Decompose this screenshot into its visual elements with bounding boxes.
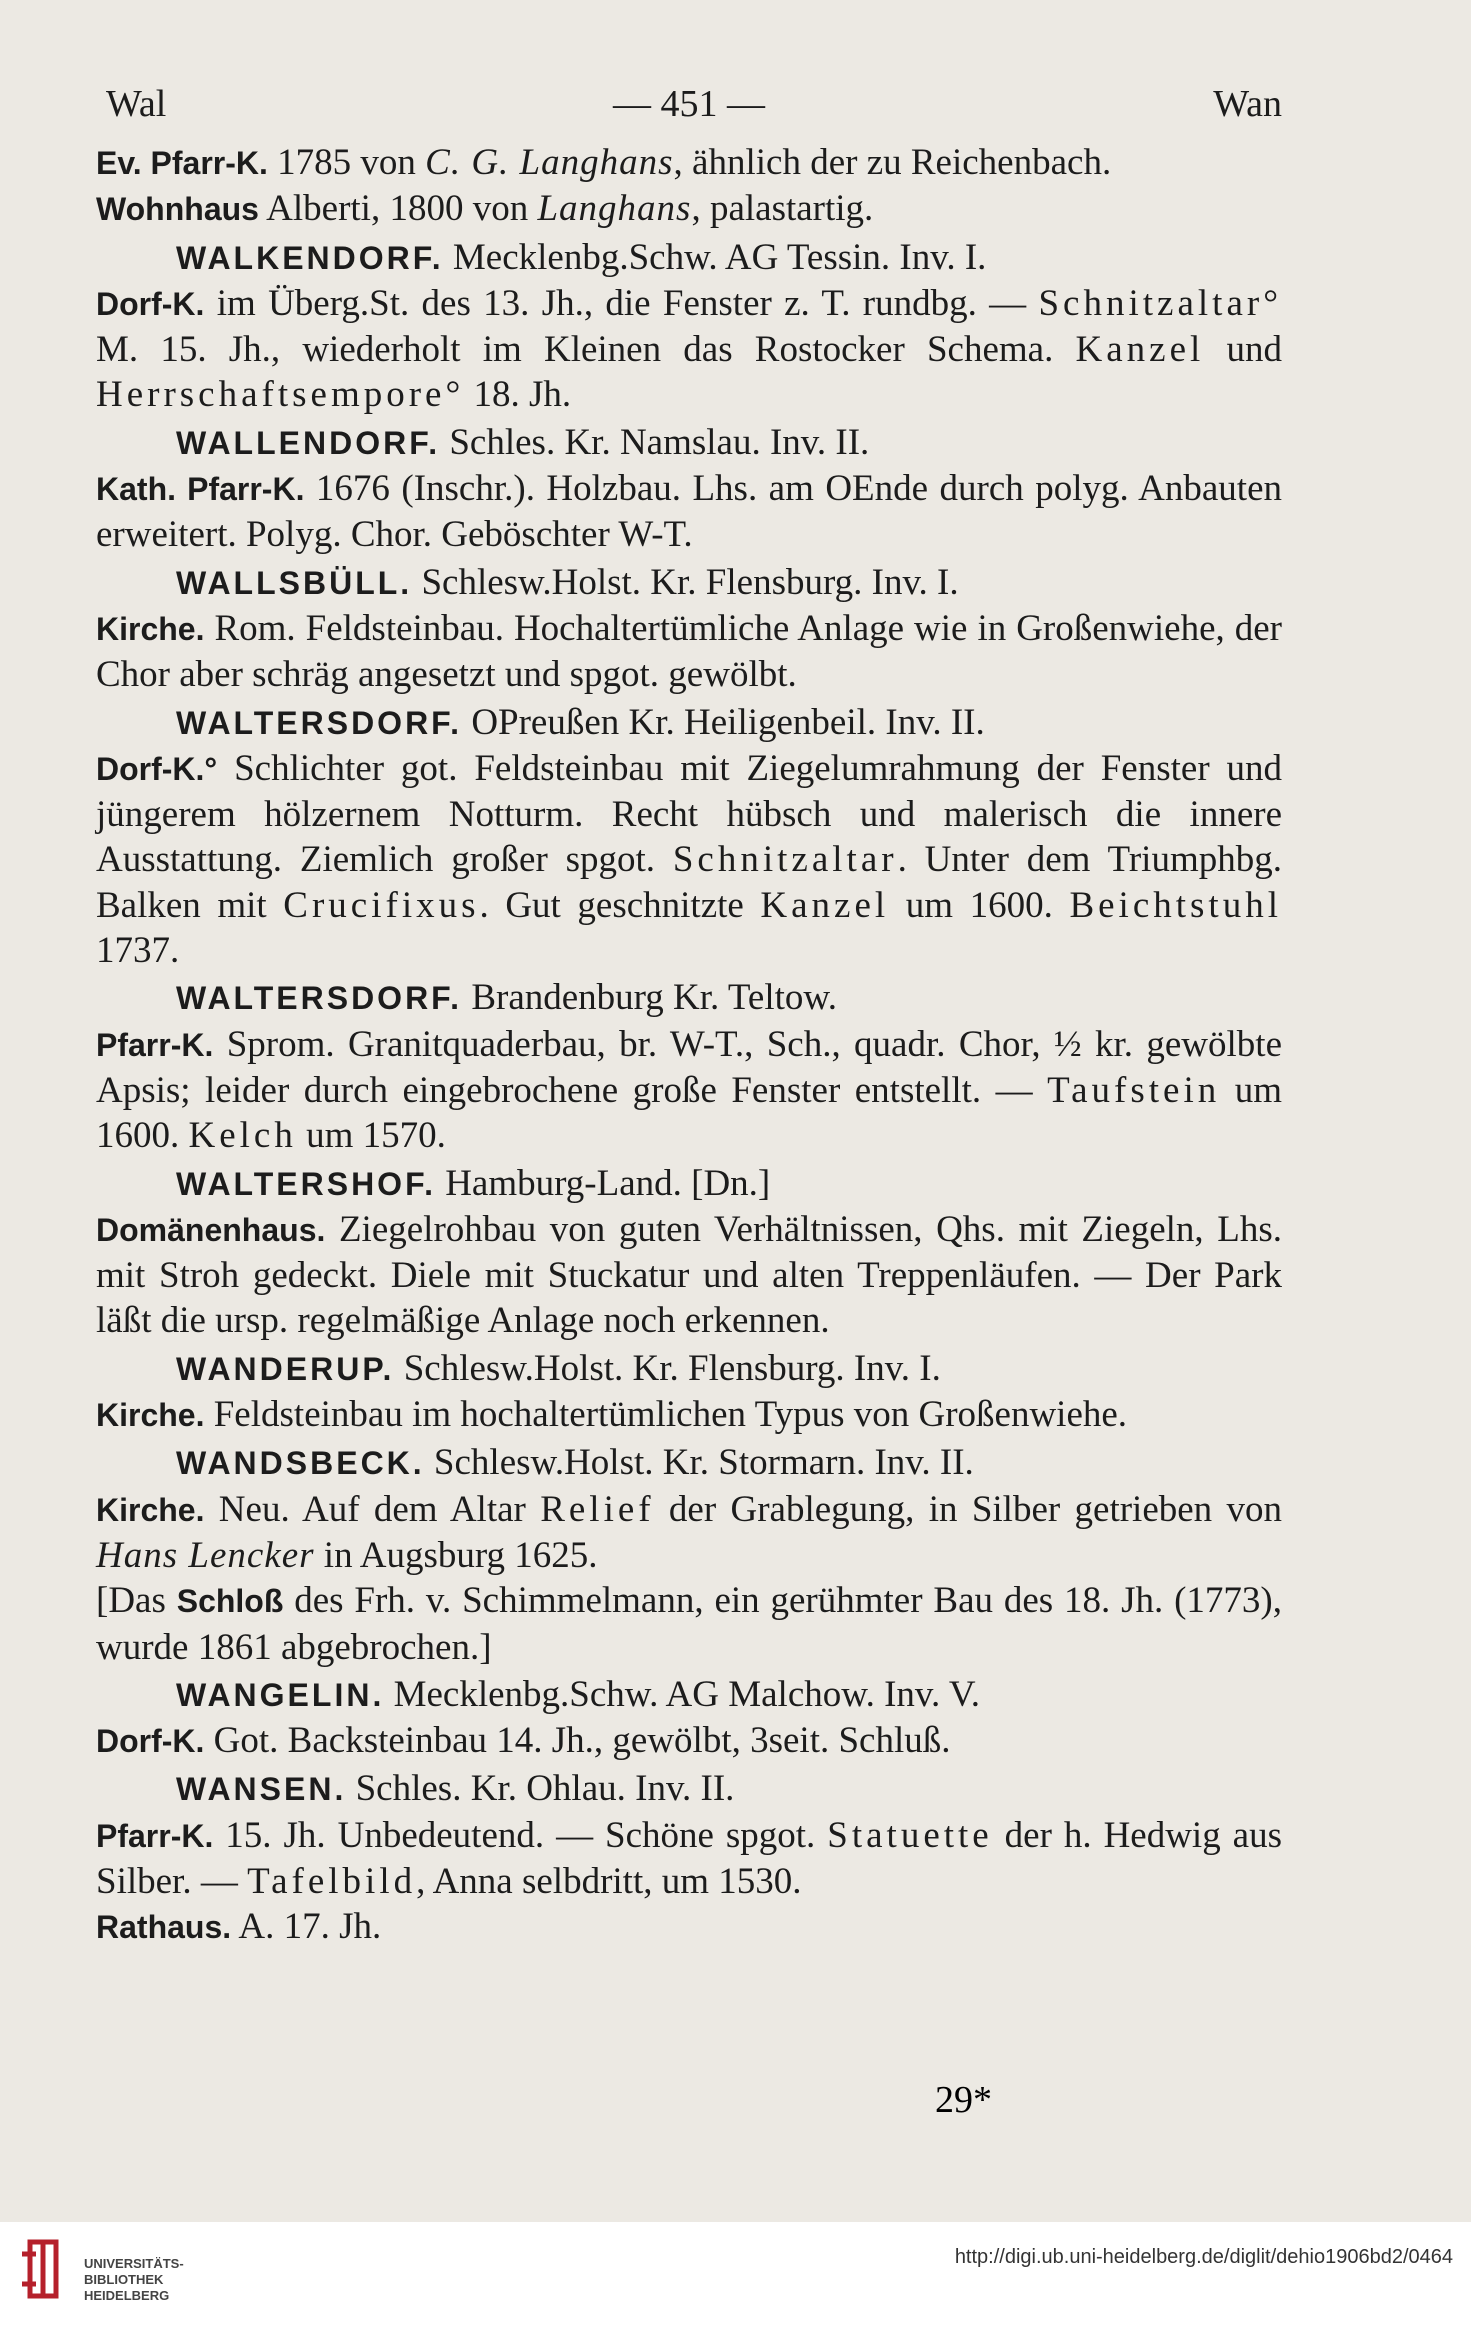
entry-paragraph (96, 746, 1282, 973)
entry-text: M. 15. Jh., wiederholt im Kleinen das Rostocker Schema. (96, 329, 1076, 371)
entry-text: Ziegelrohbau von guten Verhältnissen, Qhs. mit Ziegeln, Lhs. mit Stroh gedeckt. Diele mit Stuckatur und alten Treppenläufen. — Der Park läßt die ursp. regelmäßige Anlage noch erkennen. (96, 1208, 1282, 1342)
place-name: WANDSBECK. (176, 1445, 425, 1482)
signature-mark: 29* (935, 2079, 992, 2121)
entry-text: um 1600. (96, 1069, 1283, 1157)
entry-text: , ähnlich der zu Reichenbach. (673, 142, 1112, 183)
place-heading (96, 1672, 1282, 1718)
entry-text: 1737. (96, 930, 180, 972)
entry-text: Sprom. Granitquaderbau, br. W-T., Sch., quadr. Chor, ½ kr. gewölbte Apsis; leider durch eingebrochene große Fenster entstellt. — (96, 1023, 1282, 1111)
entry-text: , palastartig. (691, 188, 874, 230)
entry-keyword: Kirche. (96, 1491, 205, 1528)
object-term: Kanzel (760, 884, 890, 926)
entry-keyword: Kirche. (96, 1397, 205, 1434)
object-term: Schnitzaltar (672, 839, 898, 881)
place-details: Hamburg-Land. [Dn.] (435, 1162, 771, 1204)
place-name: WALLENDORF. (176, 424, 441, 461)
place-name: WANDERUP. (176, 1350, 395, 1387)
entry-text: . Unter dem Triumphbg. Balken mit (96, 839, 1282, 926)
place-details: Brandenburg Kr. Teltow. (462, 977, 837, 1019)
place-details: Schlesw.Holst. Kr. Stormarn. Inv. II. (424, 1442, 974, 1484)
place-heading (96, 560, 1282, 606)
place-name: WALTERSDORF. (176, 980, 463, 1017)
place-heading (96, 1346, 1282, 1392)
artist-name: Langhans (537, 188, 692, 230)
entry-paragraph (96, 1904, 1282, 1950)
entry-text: der Grablegung, in Silber getrieben von (654, 1488, 1283, 1530)
place-heading (96, 1161, 1282, 1207)
object-term: Schnitzaltar° (1038, 282, 1282, 324)
entry-text: Got. Backsteinbau 14. Jh., gewölbt, 3seit. Schluß. (204, 1720, 951, 1762)
entry-paragraph (96, 140, 1282, 186)
entry-text: Neu. Auf dem Altar (204, 1488, 541, 1530)
page-number: — 451 — (613, 83, 765, 125)
object-term: Kanzel (1075, 329, 1205, 371)
entry-text: . Gut geschnitzte (479, 884, 761, 926)
viewer-footer (0, 2222, 1471, 2329)
artist-name: Hans Lencker (96, 1534, 315, 1576)
entry-text: in Augsburg 1625. (314, 1534, 598, 1576)
entry-paragraph (96, 186, 1282, 232)
place-heading (96, 1766, 1282, 1812)
entry-keyword: Kirche. (96, 610, 205, 647)
header-left: Wal (106, 83, 167, 125)
place-details: Mecklenbg.Schw. AG Malchow. Inv. V. (384, 1673, 981, 1715)
source-url[interactable]: http://digi.ub.uni-heidelberg.de/diglit/dehio1906bd2/0464 (954, 2246, 1453, 2268)
header-right: Wan (1213, 83, 1282, 125)
place-details: Schles. Kr. Namslau. Inv. II. (440, 421, 870, 463)
place-details: Schles. Kr. Ohlau. Inv. II. (346, 1768, 735, 1810)
object-term: Beichtstuhl (1069, 884, 1282, 926)
library-name (84, 2256, 184, 2304)
place-name: WALKENDORF. (176, 239, 444, 276)
entry-text: im Überg.St. des 13. Jh., die Fenster z. T. rundbg. — (204, 282, 1039, 324)
place-heading (96, 1440, 1282, 1486)
entry-paragraph (96, 1207, 1282, 1344)
entry-text: um 1600. (889, 884, 1070, 926)
entry-keyword: Pfarr-K. (96, 1026, 214, 1063)
place-details: OPreußen Kr. Heiligenbeil. Inv. II. (462, 701, 985, 743)
entry-text: [Das (96, 1580, 177, 1622)
object-term: Crucifixus (283, 884, 480, 926)
place-heading (96, 235, 1282, 281)
entry-paragraph (96, 281, 1282, 418)
entry-paragraph (96, 1022, 1282, 1159)
library-logo-icon (16, 2234, 72, 2304)
artist-name: C. G. Langhans (425, 142, 674, 183)
entry-text: , Anna selbdritt, um 1530. (416, 1860, 802, 1902)
page-body (96, 140, 1282, 1951)
place-name: WALTERSDORF. (176, 704, 463, 741)
entry-text: Feldsteinbau im hochaltertümlichen Typus von Großenwiehe. (204, 1394, 1128, 1436)
entry-paragraph (96, 1718, 1282, 1764)
place-heading (96, 420, 1282, 466)
place-name: WALLSBÜLL. (176, 564, 413, 601)
entry-text: Schlichter got. Feldsteinbau mit Ziegelumrahmung der Fenster und jüngerem hölzernem Notturm. Recht hübsch und malerisch die innere Ausstattung. Ziemlich großer spgot. (96, 747, 1282, 881)
entry-text: 18. Jh. (464, 374, 572, 416)
place-details: Mecklenbg.Schw. AG Tessin. Inv. I. (443, 236, 987, 278)
object-term: Herrschaftsempore° (96, 374, 465, 416)
entry-keyword: Domänenhaus. (96, 1211, 326, 1248)
object-term: Taufstein (1047, 1069, 1221, 1111)
entry-text: des Frh. v. Schimmelmann, ein gerühmter Bau des 18. Jh. (1773), wurde 1861 abgebrochen.] (96, 1580, 1282, 1668)
entry-text: A. 17. Jh. (231, 1906, 382, 1948)
entry-paragraph (96, 1813, 1282, 1905)
place-name: WANSEN. (176, 1771, 347, 1808)
entry-text: Rom. Feldsteinbau. Hochaltertümliche Anlage wie in Großenwiehe, der Chor aber schräg angesetzt und spgot. gewölbt. (96, 607, 1282, 696)
entry-keyword: Schloß (176, 1583, 284, 1620)
entry-text: Alberti, 1800 von (258, 188, 538, 230)
object-term: Tafelbild (247, 1860, 417, 1902)
entry-text: 15. Jh. Unbedeutend. — Schöne spgot. (213, 1814, 828, 1856)
entry-text: um 1570. (296, 1115, 446, 1157)
place-name: WALTERSHOF. (176, 1165, 436, 1202)
entry-paragraph (96, 1487, 1282, 1579)
running-header (96, 70, 1282, 140)
library-line: BIBLIOTHEK (84, 2272, 164, 2287)
entry-text: und (1204, 329, 1282, 371)
entry-keyword: Pfarr-K. (96, 1817, 214, 1854)
entry-paragraph (96, 1392, 1282, 1438)
entry-keyword: Dorf-K. (96, 285, 205, 322)
place-heading (96, 700, 1282, 746)
entry-keyword: Wohnhaus (96, 191, 259, 228)
place-heading (96, 975, 1282, 1021)
entry-text: 1785 von (267, 142, 426, 183)
object-term: Relief (540, 1488, 655, 1530)
entry-text: 1676 (Inschr.). Holzbau. Lhs. am OEnde durch polyg. Anbauten erweitert. Polyg. Chor. Geböschter W-T. (96, 468, 1283, 556)
entry-keyword: Ev. Pfarr-K. (96, 145, 268, 181)
place-details: Schlesw.Holst. Kr. Flensburg. Inv. I. (412, 561, 959, 603)
library-line: UNIVERSITÄTS- (84, 2256, 184, 2271)
library-line: HEIDELBERG (84, 2288, 170, 2303)
entry-keyword: Kath. Pfarr-K. (96, 471, 305, 508)
entry-paragraph (96, 466, 1282, 558)
entry-paragraph (96, 1578, 1282, 1670)
place-name: WANGELIN. (176, 1676, 385, 1713)
entry-keyword: Rathaus. (96, 1909, 232, 1946)
object-term: Kelch (188, 1115, 297, 1157)
entry-keyword: Dorf-K.° (96, 750, 218, 787)
entry-paragraph (96, 606, 1282, 698)
entry-text: der h. Hedwig aus Silber. — (96, 1814, 1282, 1902)
place-details: Schlesw.Holst. Kr. Flensburg. Inv. I. (394, 1347, 941, 1389)
entry-keyword: Dorf-K. (96, 1723, 205, 1760)
object-term: Statuette (827, 1814, 993, 1856)
